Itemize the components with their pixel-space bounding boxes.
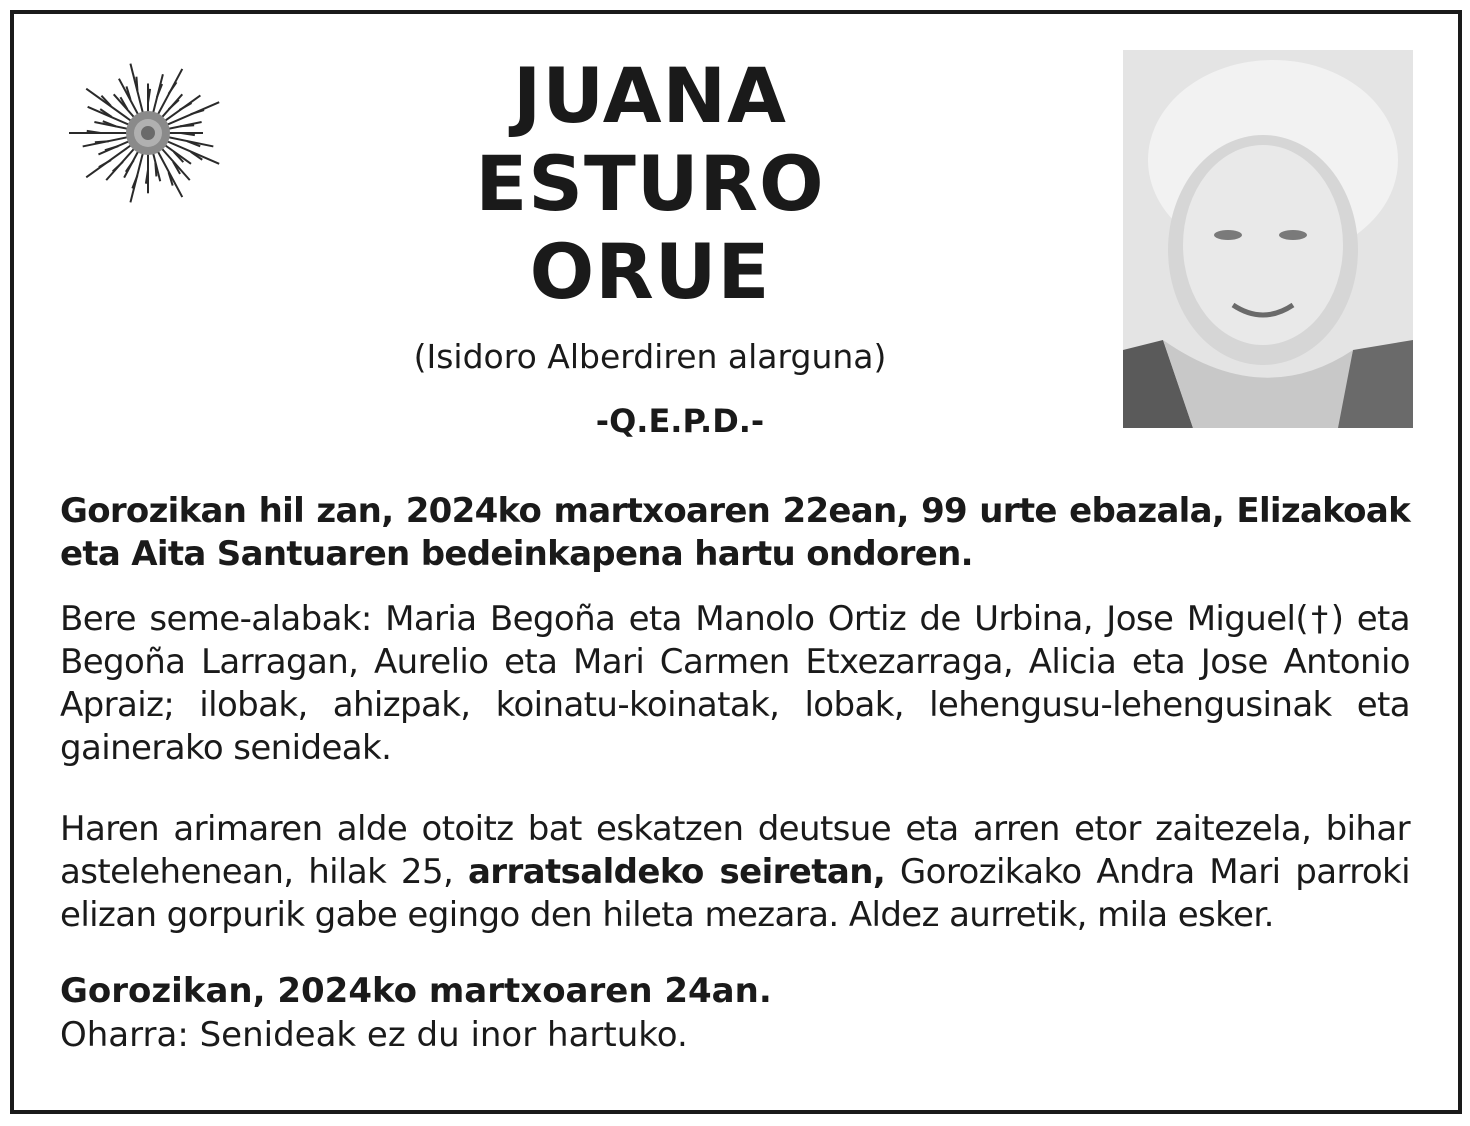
name-first: JUANA <box>513 51 787 140</box>
name-surname-2: ORUE <box>529 227 771 316</box>
portrait-photo <box>1123 50 1413 428</box>
mass-text-before: Haren arimaren alde otoitz bat eskatzen deutsue eta arren etor zaitezela, bihar astelehenean, hilak 25, <box>60 809 1410 892</box>
note: Oharra: Senideak ez du inor hartuko. <box>60 1015 688 1055</box>
mass-time: arratsaldeko seiretan, <box>467 852 886 892</box>
qepd-label: -Q.E.P.D.- <box>595 402 765 440</box>
widow-of-subtitle: (Isidoro Alberdiren alarguna) <box>413 337 887 376</box>
family-list: Bere seme-alabak: Maria Begoña eta Manolo Ortiz de Urbina, Jose Miguel(†) eta Begoña Larragan, Aurelio eta Mari Carmen Etxezarraga, Alicia eta Jose Antonio Apraiz; ilobak, ahizpak, koinatu-koinatak, lobak, lehengusu-lehengusinak eta gainerako senideak. <box>60 599 1410 768</box>
death-announcement: Gorozikan hil zan, 2024ko martxoaren 22ean, 99 urte ebazala, Elizakoak eta Aita Santuaren bedeinkapena hartu ondoren. <box>60 491 1410 574</box>
mass-text-after: Gorozikako Andra Mari parroki elizan gorpurik gabe egingo den hileta mezara. Aldez aurretik, mila esker. <box>60 852 1410 935</box>
place-and-date: Gorozikan, 2024ko martxoaren 24an. <box>60 971 772 1011</box>
deceased-name <box>440 52 860 316</box>
name-surname-1: ESTURO <box>475 139 825 228</box>
funeral-mass-details <box>60 808 1410 937</box>
eguzkilore-flower-icon <box>58 55 230 215</box>
